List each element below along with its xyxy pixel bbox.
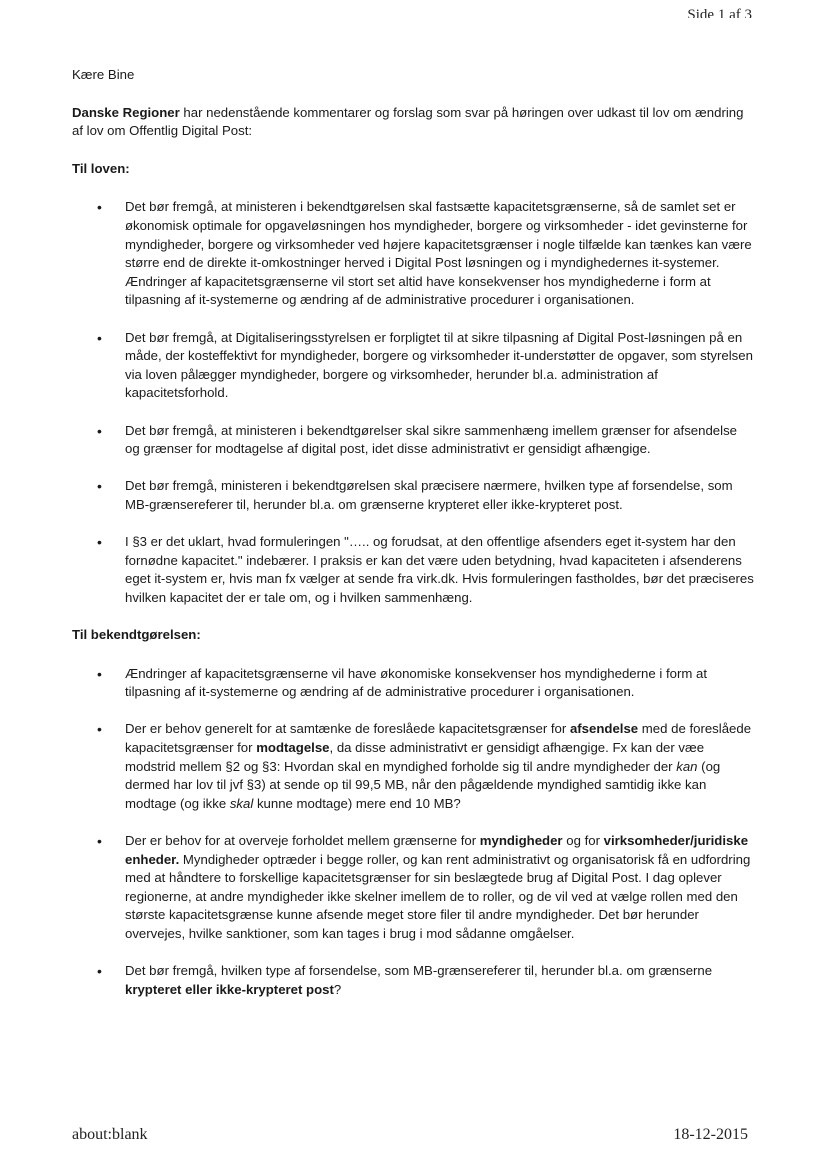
law-comments-list: [72, 198, 754, 607]
footer-date: 18-12-2015: [673, 1126, 748, 1143]
letter-body: [72, 66, 754, 1018]
list-item-text: [125, 833, 750, 941]
bullet-icon: •: [97, 963, 102, 980]
bullet-icon: •: [97, 721, 102, 738]
text-run: Myndigheder optræder i begge roller, og kan rent administrativt og organisatorisk få en udfordring med at håndtere to forskellige kapacitetsgrænser for sin beslægtede brug af Digital Post. I dag oplever regionerne, at andre myndigheder ikke skelner imellem de to roller, og de vil ved at vælge rollen med den største kapacitetsgrænse kunne afsende meget store filer til andre myndigheder. Det bør herunder overvejes, hvilke sanktioner, som kan tages i brug i mod sådanne omgåelser.: [125, 851, 751, 941]
list-item: [72, 832, 754, 944]
text-run: kunne modtage) mere end 10 MB?: [253, 795, 461, 811]
list-item: [72, 198, 754, 310]
list-item: [72, 422, 754, 459]
order-comments-list: [72, 665, 754, 1000]
law-section-heading: Til loven:: [72, 160, 130, 176]
list-item-text: Det bør fremgå, at ministeren i bekendtgørelser skal sikre sammenhæng imellem grænser for afsendelse og grænser for modtagelse af digital post, idet disse administrativt er gensidigt afhængige.: [125, 422, 737, 457]
text-run: Der er behov generelt for at samtænke de foreslåede kapacitetsgrænser for: [125, 721, 570, 737]
text-run: og for: [562, 832, 604, 848]
italic-text: kan: [676, 758, 698, 774]
italic-text: skal: [229, 795, 254, 811]
bullet-icon: •: [97, 832, 102, 849]
list-item: [72, 665, 754, 702]
list-item-text: Ændringer af kapacitetsgrænserne vil have økonomiske konsekvenser hos myndighederne i form at tilpasning af it-systemerne og ændring af de administrative procedurer i organisationen.: [125, 665, 708, 700]
bullet-icon: •: [97, 199, 102, 216]
text-run: (og dermed har lov til jvf §3) at sende op til 99,5 MB, når den pågældende myndighed samtidig ikke kan modtage (og ikke: [125, 758, 721, 811]
list-item-text: Det bør fremgå, ministeren i bekendtgørelsen skal præcisere nærmere, hvilken type af forsendelse, som MB-grænsereferer til, herunder bl.a. om grænserne krypteret eller ikke-krypteret post.: [125, 478, 733, 512]
list-item: [72, 329, 754, 403]
emphasis-text: afsendelse: [569, 721, 639, 737]
emphasis-text: myndigheder: [479, 832, 563, 848]
text-run: ?: [333, 981, 342, 997]
greeting: Kære Bine: [72, 67, 135, 82]
bullet-icon: •: [97, 422, 102, 439]
list-item-text: Det bør fremgå, at Digitaliseringsstyrelsen er forpligtet til at sikre tilpasning af Digital Post-løsningen på en måde, der kosteffektivt for myndigheder, borgere og virksomheder it-understøtter de opgaver, som styrelsen via loven pålægger myndigheder, borgere og virksomheder, herunder bl.a. administration af kapacitetsforhold.: [125, 329, 753, 401]
list-item-text: I §3 er det uklart, hvad formuleringen "….. og forudsat, at den offentlige afsenders eget it-system har den fornødne kapacitet." indebærer. I praksis er kan det være uden betydning, hvad kapaciteten i afsenderens eget it-system er, hvis man fx vælger at sende fra virk.dk. Hvis formuleringen fastholdes, bør det præciseres hvilken kapacitet der er tale om, og i hvilken sammenhæng.: [125, 534, 754, 605]
text-run: , da disse administrativt er gensidigt afhængige. Fx kan der væe modstrid mellem §2 og §3: Hvordan skal en myndighed forholde sig til andre myndigheder der: [125, 740, 705, 774]
intro-paragraph: [72, 104, 754, 141]
list-item-text: [125, 721, 751, 810]
emphasis-text: krypteret eller ikke-krypteret post: [125, 981, 334, 997]
page-number-header: Side 1 af 3: [687, 7, 752, 18]
text-run: med de foreslåede kapacitetsgrænser for: [125, 721, 752, 755]
organization-name: Danske Regioner: [72, 104, 180, 120]
list-item: [72, 477, 754, 514]
emphasis-text: modtagelse: [256, 740, 330, 755]
bullet-icon: •: [97, 329, 102, 346]
intro-text: har nedenstående kommentarer og forslag som svar på høringen over udkast til lov om ændring af lov om Offentlig Digital Post:: [72, 104, 744, 139]
list-item: [72, 962, 754, 999]
order-section-heading: Til bekendtgørelsen:: [72, 627, 201, 643]
footer-url: about:blank: [72, 1126, 148, 1143]
emphasis-text: virksomheder/juridiske enheder.: [125, 832, 749, 867]
list-item-text: [125, 963, 712, 997]
bullet-icon: •: [97, 665, 102, 682]
list-item: [72, 720, 754, 813]
text-run: Det bør fremgå, hvilken type af forsendelse, som MB-grænsereferer til, herunder bl.a. om grænserne: [125, 963, 713, 979]
list-item-text: Det bør fremgå, at ministeren i bekendtgørelsen skal fastsætte kapacitetsgrænserne, så de samlet set er økonomisk optimale for opgaveløsningen hos myndigheder, borgere og virksomheder - idet gevinsterne for myndigheder, borgere og virksomheder ved højere kapacitetsgrænser i nogle tilfælde kan tænkes kan være større end de direkte it-omkostninger herved i Digital Post løsningen og i myndighedernes it-systemer. Ændringer af kapacitetsgrænserne vil stort set altid have konsekvenser hos myndighederne i form at tilpasning af it-systemerne og ændring af de administrative procedurer i organisationen.: [125, 199, 752, 308]
bullet-icon: •: [97, 534, 102, 551]
bullet-icon: •: [97, 478, 102, 495]
text-run: Der er behov for at overveje forholdet mellem grænserne for: [125, 832, 480, 848]
list-item: [72, 533, 754, 607]
